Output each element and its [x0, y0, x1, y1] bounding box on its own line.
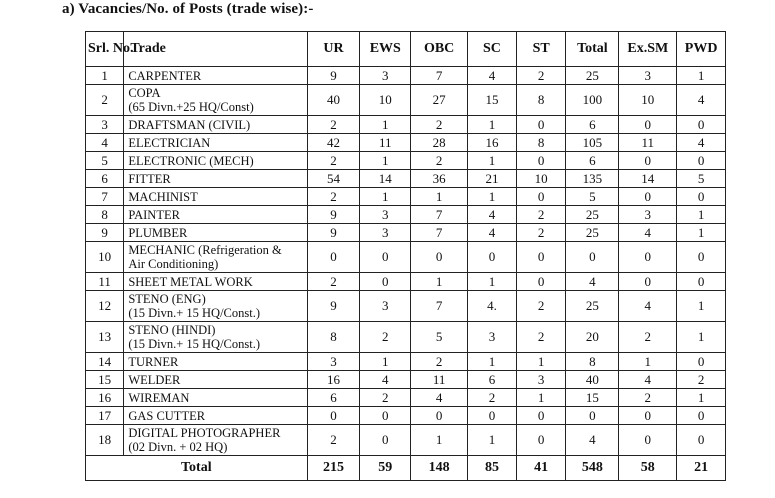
cell-exsm: 10: [619, 85, 677, 116]
cell-exsm: 0: [619, 242, 677, 273]
vacancies-table: [85, 31, 726, 481]
cell-exsm: 0: [619, 116, 677, 134]
total-exsm: 58: [619, 456, 677, 481]
cell-pwd: 4: [677, 134, 726, 152]
cell-st: 2: [516, 224, 566, 242]
cell-exsm: 4: [619, 291, 677, 322]
cell-trade: [124, 322, 307, 353]
cell-srl-no: 17: [86, 407, 124, 425]
table-row: [86, 67, 726, 85]
header-total: Total: [566, 32, 619, 67]
header-srl-no: Srl. No.: [86, 32, 124, 67]
cell-total: 0: [566, 407, 619, 425]
header-trade: Trade: [124, 32, 307, 67]
table-row: [86, 273, 726, 291]
cell-total: 25: [566, 67, 619, 85]
cell-sc: 4: [468, 206, 517, 224]
trade-name: STENO (HINDI): [128, 323, 216, 337]
header-ews: EWS: [360, 32, 411, 67]
cell-sc: 1: [468, 273, 517, 291]
cell-st: 8: [516, 134, 566, 152]
cell-srl-no: 10: [86, 242, 124, 273]
cell-ur: 9: [307, 224, 360, 242]
table-row: [86, 188, 726, 206]
table-row: [86, 170, 726, 188]
table-body: [86, 67, 726, 456]
cell-sc: 16: [468, 134, 517, 152]
trade-name: FITTER: [128, 171, 171, 186]
cell-exsm: 1: [619, 353, 677, 371]
cell-exsm: 3: [619, 206, 677, 224]
cell-ur: 2: [307, 152, 360, 170]
cell-obc: 5: [411, 322, 468, 353]
cell-pwd: 0: [677, 242, 726, 273]
cell-trade: [124, 188, 307, 206]
cell-srl-no: 1: [86, 67, 124, 85]
cell-sc: 2: [468, 389, 517, 407]
cell-ews: 4: [360, 371, 411, 389]
trade-name: STENO (ENG): [128, 292, 206, 306]
cell-obc: 7: [411, 206, 468, 224]
cell-sc: 1: [468, 188, 517, 206]
cell-trade: [124, 206, 307, 224]
cell-total: 20: [566, 322, 619, 353]
total-total: 548: [566, 456, 619, 481]
cell-ur: 0: [307, 407, 360, 425]
header-pwd: PWD: [677, 32, 726, 67]
header-ur: UR: [307, 32, 360, 67]
cell-obc: 2: [411, 116, 468, 134]
trade-name: PAINTER: [128, 207, 180, 222]
cell-srl-no: 5: [86, 152, 124, 170]
trade-name: GAS CUTTER: [128, 408, 206, 423]
cell-exsm: 4: [619, 371, 677, 389]
table-row: [86, 224, 726, 242]
cell-ews: 2: [360, 389, 411, 407]
cell-srl-no: 7: [86, 188, 124, 206]
cell-pwd: 0: [677, 188, 726, 206]
cell-trade: [124, 425, 307, 456]
cell-ur: 2: [307, 425, 360, 456]
cell-sc: 1: [468, 152, 517, 170]
table-header-row: [86, 32, 726, 67]
cell-pwd: 0: [677, 116, 726, 134]
cell-ews: 0: [360, 425, 411, 456]
trade-name: CARPENTER: [128, 68, 202, 83]
cell-st: 0: [516, 152, 566, 170]
cell-srl-no: 16: [86, 389, 124, 407]
cell-ews: 1: [360, 188, 411, 206]
cell-st: 2: [516, 67, 566, 85]
trade-name: PLUMBER: [128, 225, 188, 240]
cell-total: 135: [566, 170, 619, 188]
cell-ur: 2: [307, 188, 360, 206]
cell-trade: [124, 134, 307, 152]
table-row: [86, 152, 726, 170]
cell-ews: 1: [360, 116, 411, 134]
cell-ews: 1: [360, 353, 411, 371]
cell-obc: 4: [411, 389, 468, 407]
cell-ur: 9: [307, 206, 360, 224]
cell-obc: 27: [411, 85, 468, 116]
cell-srl-no: 18: [86, 425, 124, 456]
cell-exsm: 14: [619, 170, 677, 188]
cell-pwd: 2: [677, 371, 726, 389]
cell-pwd: 1: [677, 224, 726, 242]
cell-st: 2: [516, 291, 566, 322]
cell-sc: 21: [468, 170, 517, 188]
header-exsm: Ex.SM: [619, 32, 677, 67]
trade-name: SHEET METAL WORK: [128, 274, 253, 289]
cell-obc: 2: [411, 353, 468, 371]
cell-st: 8: [516, 85, 566, 116]
cell-ews: 0: [360, 407, 411, 425]
cell-srl-no: 4: [86, 134, 124, 152]
table-row: [86, 291, 726, 322]
trade-name: MACHINIST: [128, 189, 198, 204]
cell-exsm: 0: [619, 273, 677, 291]
cell-pwd: 5: [677, 170, 726, 188]
cell-pwd: 1: [677, 389, 726, 407]
cell-obc: 11: [411, 371, 468, 389]
cell-ews: 3: [360, 206, 411, 224]
cell-srl-no: 12: [86, 291, 124, 322]
cell-ews: 3: [360, 67, 411, 85]
table-row: [86, 425, 726, 456]
cell-trade: [124, 152, 307, 170]
cell-srl-no: 9: [86, 224, 124, 242]
cell-sc: 0: [468, 242, 517, 273]
cell-st: 2: [516, 206, 566, 224]
cell-sc: 0: [468, 407, 517, 425]
trade-subtext: Air Conditioning): [128, 257, 219, 271]
cell-st: 2: [516, 322, 566, 353]
total-obc: 148: [411, 456, 468, 481]
cell-ur: 42: [307, 134, 360, 152]
cell-total: 105: [566, 134, 619, 152]
cell-pwd: 1: [677, 67, 726, 85]
total-ews: 59: [360, 456, 411, 481]
cell-trade: [124, 170, 307, 188]
cell-srl-no: 11: [86, 273, 124, 291]
cell-trade: [124, 273, 307, 291]
cell-total: 100: [566, 85, 619, 116]
cell-exsm: 2: [619, 389, 677, 407]
table-row: [86, 134, 726, 152]
cell-sc: 6: [468, 371, 517, 389]
cell-ur: 40: [307, 85, 360, 116]
cell-exsm: 2: [619, 322, 677, 353]
cell-obc: 0: [411, 242, 468, 273]
cell-total: 6: [566, 152, 619, 170]
cell-srl-no: 14: [86, 353, 124, 371]
cell-ur: 2: [307, 116, 360, 134]
cell-trade: [124, 389, 307, 407]
cell-pwd: 1: [677, 322, 726, 353]
table-row: [86, 371, 726, 389]
cell-ur: 9: [307, 291, 360, 322]
cell-srl-no: 13: [86, 322, 124, 353]
cell-pwd: 4: [677, 85, 726, 116]
trade-subtext: (02 Divn. + 02 HQ): [128, 440, 228, 454]
cell-ur: 2: [307, 273, 360, 291]
table-row: [86, 389, 726, 407]
total-pwd: 21: [677, 456, 726, 481]
cell-exsm: 0: [619, 407, 677, 425]
cell-total: 40: [566, 371, 619, 389]
cell-total: 15: [566, 389, 619, 407]
cell-total: 25: [566, 224, 619, 242]
cell-st: 0: [516, 407, 566, 425]
table-row: [86, 116, 726, 134]
trade-name: DRAFTSMAN (CIVIL): [128, 117, 251, 132]
cell-ur: 0: [307, 242, 360, 273]
cell-pwd: 0: [677, 273, 726, 291]
trade-name: COPA: [128, 86, 161, 100]
cell-srl-no: 15: [86, 371, 124, 389]
cell-srl-no: 3: [86, 116, 124, 134]
cell-total: 6: [566, 116, 619, 134]
cell-obc: 28: [411, 134, 468, 152]
cell-trade: [124, 242, 307, 273]
cell-sc: 15: [468, 85, 517, 116]
table-row: [86, 242, 726, 273]
cell-ews: 2: [360, 322, 411, 353]
trade-name: TURNER: [128, 354, 179, 369]
header-sc: SC: [468, 32, 517, 67]
header-st: ST: [516, 32, 566, 67]
cell-ews: 0: [360, 242, 411, 273]
cell-exsm: 0: [619, 425, 677, 456]
trade-name: DIGITAL PHOTOGRAPHER: [128, 426, 281, 440]
cell-st: 0: [516, 188, 566, 206]
total-st: 41: [516, 456, 566, 481]
cell-ews: 1: [360, 152, 411, 170]
cell-sc: 4.: [468, 291, 517, 322]
cell-ews: 0: [360, 273, 411, 291]
cell-ur: 9: [307, 67, 360, 85]
cell-srl-no: 2: [86, 85, 124, 116]
trade-name: ELECTRICIAN: [128, 135, 211, 150]
cell-obc: 2: [411, 152, 468, 170]
cell-obc: 1: [411, 425, 468, 456]
cell-sc: 1: [468, 425, 517, 456]
cell-ur: 6: [307, 389, 360, 407]
cell-st: 3: [516, 371, 566, 389]
cell-st: 0: [516, 425, 566, 456]
table-row: [86, 353, 726, 371]
cell-srl-no: 8: [86, 206, 124, 224]
table-row: [86, 322, 726, 353]
cell-trade: [124, 224, 307, 242]
cell-trade: [124, 116, 307, 134]
cell-ur: 8: [307, 322, 360, 353]
trade-name: WELDER: [128, 372, 181, 387]
cell-st: 10: [516, 170, 566, 188]
total-sc: 85: [468, 456, 517, 481]
total-row: [86, 456, 726, 481]
cell-exsm: 0: [619, 152, 677, 170]
cell-ur: 3: [307, 353, 360, 371]
cell-pwd: 0: [677, 152, 726, 170]
cell-pwd: 0: [677, 407, 726, 425]
cell-pwd: 0: [677, 353, 726, 371]
table-row: [86, 206, 726, 224]
cell-total: 8: [566, 353, 619, 371]
cell-pwd: 1: [677, 291, 726, 322]
cell-trade: [124, 291, 307, 322]
cell-obc: 1: [411, 188, 468, 206]
cell-trade: [124, 85, 307, 116]
cell-ews: 10: [360, 85, 411, 116]
cell-ur: 54: [307, 170, 360, 188]
cell-trade: [124, 371, 307, 389]
total-label: Total: [86, 456, 308, 481]
cell-obc: 36: [411, 170, 468, 188]
cell-total: 4: [566, 273, 619, 291]
cell-trade: [124, 353, 307, 371]
cell-ews: 3: [360, 291, 411, 322]
cell-ews: 14: [360, 170, 411, 188]
trade-subtext: (15 Divn.+ 15 HQ/Const.): [128, 306, 261, 320]
cell-pwd: 0: [677, 425, 726, 456]
cell-trade: [124, 407, 307, 425]
trade-name: ELECTRONIC (MECH): [128, 153, 254, 168]
trade-name: WIREMAN: [128, 390, 190, 405]
cell-trade: [124, 67, 307, 85]
cell-sc: 4: [468, 224, 517, 242]
cell-exsm: 3: [619, 67, 677, 85]
cell-sc: 4: [468, 67, 517, 85]
cell-ur: 16: [307, 371, 360, 389]
cell-obc: 1: [411, 273, 468, 291]
cell-srl-no: 6: [86, 170, 124, 188]
cell-st: 0: [516, 273, 566, 291]
cell-sc: 3: [468, 322, 517, 353]
table-row: [86, 85, 726, 116]
cell-obc: 0: [411, 407, 468, 425]
cell-total: 25: [566, 206, 619, 224]
total-ur: 215: [307, 456, 360, 481]
cell-total: 4: [566, 425, 619, 456]
cell-obc: 7: [411, 67, 468, 85]
trade-subtext: (15 Divn.+ 15 HQ/Const.): [128, 337, 261, 351]
cell-st: 1: [516, 389, 566, 407]
cell-sc: 1: [468, 116, 517, 134]
cell-exsm: 4: [619, 224, 677, 242]
trade-name: MECHANIC (Refrigeration &: [128, 243, 282, 257]
cell-exsm: 11: [619, 134, 677, 152]
cell-st: 0: [516, 116, 566, 134]
section-heading: a) Vacancies/No. of Posts (trade wise):-: [62, 1, 314, 17]
cell-sc: 1: [468, 353, 517, 371]
table-row: [86, 407, 726, 425]
cell-obc: 7: [411, 291, 468, 322]
header-obc: OBC: [411, 32, 468, 67]
cell-ews: 3: [360, 224, 411, 242]
cell-pwd: 1: [677, 206, 726, 224]
cell-obc: 7: [411, 224, 468, 242]
cell-total: 25: [566, 291, 619, 322]
cell-st: 1: [516, 353, 566, 371]
cell-ews: 11: [360, 134, 411, 152]
cell-total: 5: [566, 188, 619, 206]
trade-subtext: (65 Divn.+25 HQ/Const): [128, 100, 254, 114]
cell-total: 0: [566, 242, 619, 273]
cell-exsm: 0: [619, 188, 677, 206]
cell-st: 0: [516, 242, 566, 273]
